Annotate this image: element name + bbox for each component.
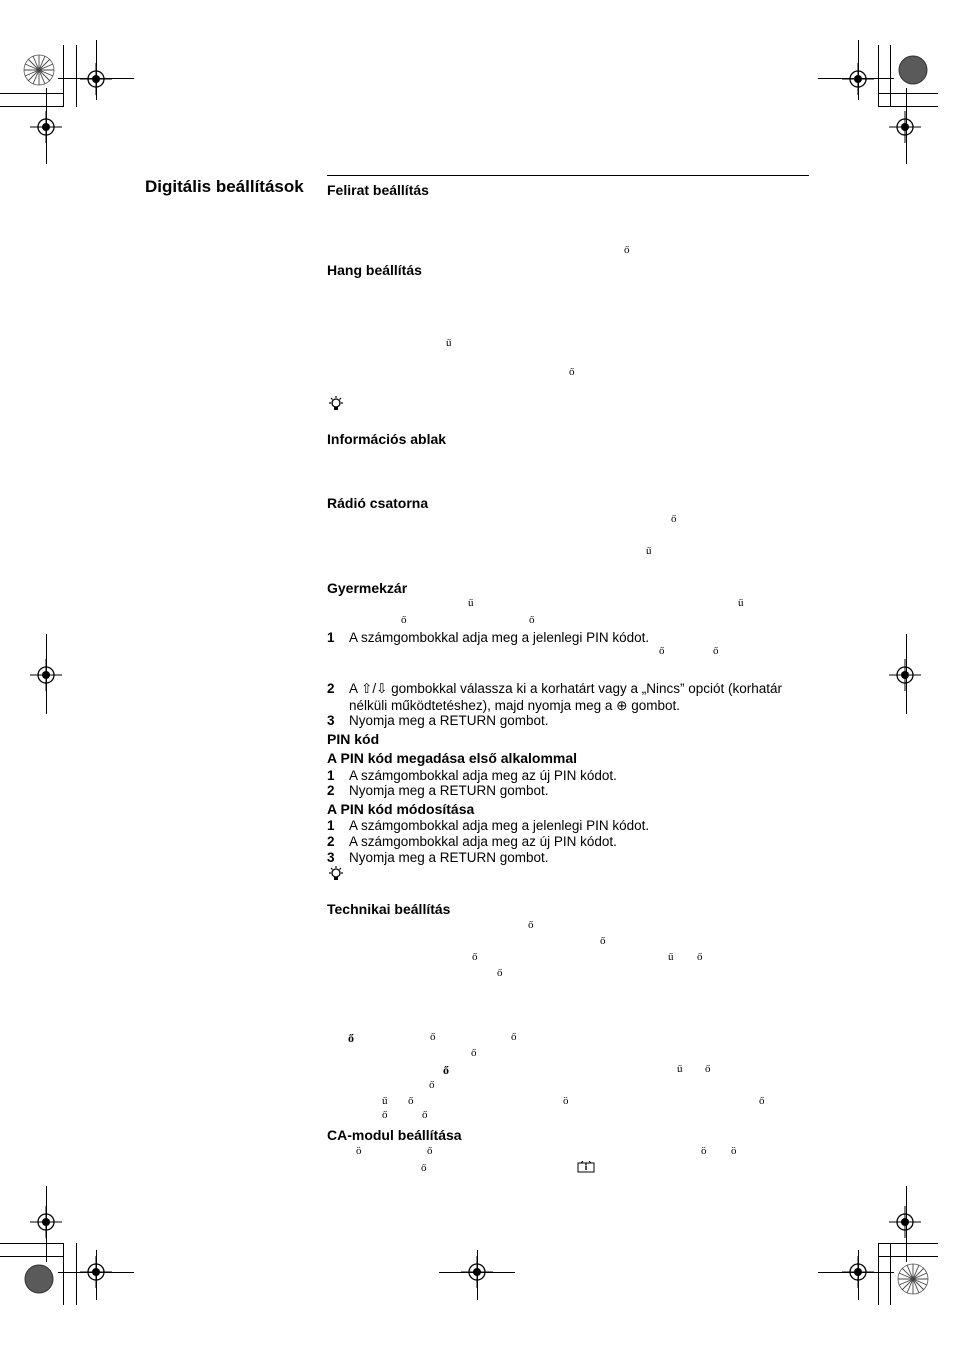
glyph: ő — [624, 244, 630, 256]
heading-felirat: Felirat beállítás — [327, 182, 429, 198]
glyph: ű — [668, 951, 674, 963]
glyph: ő — [443, 1063, 449, 1077]
heading-ca: CA-modul beállítása — [327, 1127, 462, 1143]
step-number: 2 — [327, 783, 335, 798]
starburst-calibration-icon — [23, 54, 55, 86]
heading-pin-change: A PIN kód módosítása — [327, 801, 475, 817]
crop-line — [906, 634, 907, 714]
step-text: A számgombokkal adja meg a jelenlegi PIN kódot. — [349, 630, 650, 645]
glyph: ő — [511, 1031, 517, 1043]
crop-line — [858, 40, 859, 100]
crop-line — [46, 88, 47, 164]
step-text: Nyomja meg a RETURN gombot. — [349, 713, 549, 728]
heading-technikai: Technikai beállítás — [327, 901, 451, 917]
section-title: Digitális beállítások — [145, 177, 304, 196]
gray-dot-calibration-icon — [897, 54, 929, 86]
step-number: 3 — [327, 713, 335, 728]
crop-line — [818, 78, 894, 79]
gray-dot-calibration-icon — [23, 1263, 55, 1295]
glyph: ő — [430, 1031, 436, 1043]
glyph: ő — [471, 1047, 477, 1059]
glyph: ő — [472, 951, 478, 963]
header-rule — [327, 175, 809, 176]
glyph: ő — [759, 1095, 765, 1107]
heading-pin-first: A PIN kód megadása első alkalommal — [327, 750, 578, 766]
glyph: ő — [429, 1079, 435, 1091]
crop-line — [906, 1186, 907, 1262]
registration-mark-icon — [889, 111, 921, 143]
glyph: ű — [446, 337, 452, 349]
step-text: A számgombokkal adja meg a jelenlegi PIN kódot. — [349, 818, 650, 833]
step-text: A ⇧/⇩ gombokkal válassza ki a korhatárt vagy a „Nincs” opciót (korhatár — [349, 681, 783, 696]
glyph: ő — [529, 614, 535, 626]
glyph: ő — [421, 1162, 427, 1174]
step-number: 1 — [327, 768, 335, 783]
glyph: ö — [356, 1145, 362, 1157]
glyph: ö — [701, 1145, 707, 1157]
step-number: 3 — [327, 850, 335, 865]
glyph: ő — [713, 645, 719, 657]
crop-line — [46, 634, 47, 714]
glyph: ő — [497, 967, 503, 979]
glyph: ű — [738, 597, 744, 609]
glyph: ű — [468, 597, 474, 609]
step-number: 2 — [327, 834, 335, 849]
heading-hang: Hang beállítás — [327, 262, 422, 278]
glyph: ő — [671, 513, 677, 525]
info-button-icon — [577, 1161, 595, 1173]
glyph: ű — [677, 1063, 683, 1075]
glyph: ő — [659, 645, 665, 657]
starburst-calibration-icon — [897, 1263, 929, 1295]
glyph: ő — [422, 1109, 428, 1121]
heading-gyermekzar: Gyermekzár — [327, 580, 408, 596]
glyph: ő — [427, 1145, 433, 1157]
crop-line — [96, 1250, 97, 1300]
registration-mark-icon — [889, 659, 921, 691]
tip-lightbulb-icon — [328, 396, 344, 413]
crop-line — [906, 88, 907, 164]
crop-line — [477, 1250, 478, 1300]
step-number: 1 — [327, 818, 335, 833]
crop-line — [858, 1250, 859, 1300]
glyph: ö — [731, 1145, 737, 1157]
glyph: ö — [563, 1095, 569, 1107]
glyph: ő — [600, 935, 606, 947]
glyph: ű — [646, 545, 652, 557]
crop-line — [818, 1272, 894, 1273]
glyph: ő — [401, 614, 407, 626]
glyph: ő — [348, 1031, 354, 1045]
registration-mark-icon — [889, 1206, 921, 1238]
step-number: 2 — [327, 681, 335, 696]
heading-info: Információs ablak — [327, 431, 447, 447]
glyph: ő — [528, 919, 534, 931]
step-text: Nyomja meg a RETURN gombot. — [349, 850, 549, 865]
glyph: ű — [382, 1095, 388, 1107]
crop-line — [46, 1186, 47, 1262]
glyph: ő — [408, 1095, 414, 1107]
step-text: A számgombokkal adja meg az új PIN kódot. — [349, 768, 617, 783]
crop-line — [96, 40, 97, 100]
glyph: ő — [569, 366, 575, 378]
glyph: ő — [382, 1109, 388, 1121]
glyph: ő — [697, 951, 703, 963]
step-text: A számgombokkal adja meg az új PIN kódot. — [349, 834, 617, 849]
step-text: nélküli működtetéshez), majd nyomja meg a ⊕ gombot. — [349, 698, 680, 713]
heading-radio: Rádió csatorna — [327, 495, 429, 511]
tip-lightbulb-icon — [328, 866, 344, 883]
glyph: ő — [705, 1063, 711, 1075]
step-number: 1 — [327, 630, 335, 645]
heading-pin: PIN kód — [327, 731, 380, 747]
step-text: Nyomja meg a RETURN gombot. — [349, 783, 549, 798]
